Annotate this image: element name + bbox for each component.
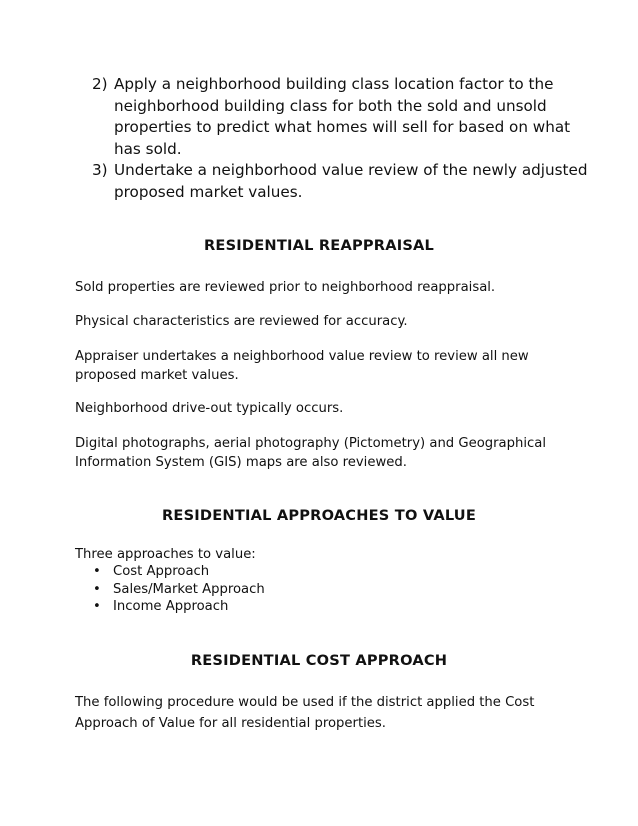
paragraph: Physical characteristics are reviewed for accuracy. xyxy=(75,314,408,329)
list-item xyxy=(92,74,592,160)
list-item-text: Undertake a neighborhood value review of the newly adjusted proposed market values. xyxy=(114,161,588,201)
bullet-list xyxy=(92,563,265,616)
section-heading-approaches: RESIDENTIAL APPROACHES TO VALUE xyxy=(161,507,477,524)
numbered-list xyxy=(92,74,592,203)
paragraph: Digital photographs, aerial photography (Pictometry) and Geographical Information System (GIS) maps are also reviewed. xyxy=(75,436,547,470)
list-item xyxy=(92,160,592,203)
paragraph: Neighborhood drive-out typically occurs. xyxy=(75,401,344,416)
bullet-icon: • xyxy=(93,581,101,597)
bullet-item xyxy=(92,598,265,616)
bullet-text: Sales/Market Approach xyxy=(113,581,265,597)
list-item-number: 2) xyxy=(92,75,108,93)
bullet-icon: • xyxy=(93,599,101,615)
bullet-icon: • xyxy=(93,564,101,579)
list-item-text: Apply a neighborhood building class location factor to the neighborhood building class for both the sold and unsold properties to predict what homes will sell for based on what has sold. xyxy=(114,75,571,158)
bullet-text: Cost Approach xyxy=(113,564,210,579)
paragraph: Appraiser undertakes a neighborhood value review to review all new proposed market values. xyxy=(75,349,529,383)
list-item-number: 3) xyxy=(92,161,108,179)
bullet-item xyxy=(92,563,265,581)
paragraph: The following procedure would be used if the district applied the Cost Approach of Value for all residential properties. xyxy=(75,695,535,731)
paragraph-intro: Three approaches to value: xyxy=(75,547,256,562)
section-heading-reappraisal: RESIDENTIAL REAPPRAISAL xyxy=(203,237,435,254)
paragraph: Sold properties are reviewed prior to neighborhood reappraisal. xyxy=(75,280,496,295)
bullet-text: Income Approach xyxy=(113,599,229,615)
section-heading-cost: RESIDENTIAL COST APPROACH xyxy=(190,652,448,669)
bullet-item xyxy=(92,581,265,599)
